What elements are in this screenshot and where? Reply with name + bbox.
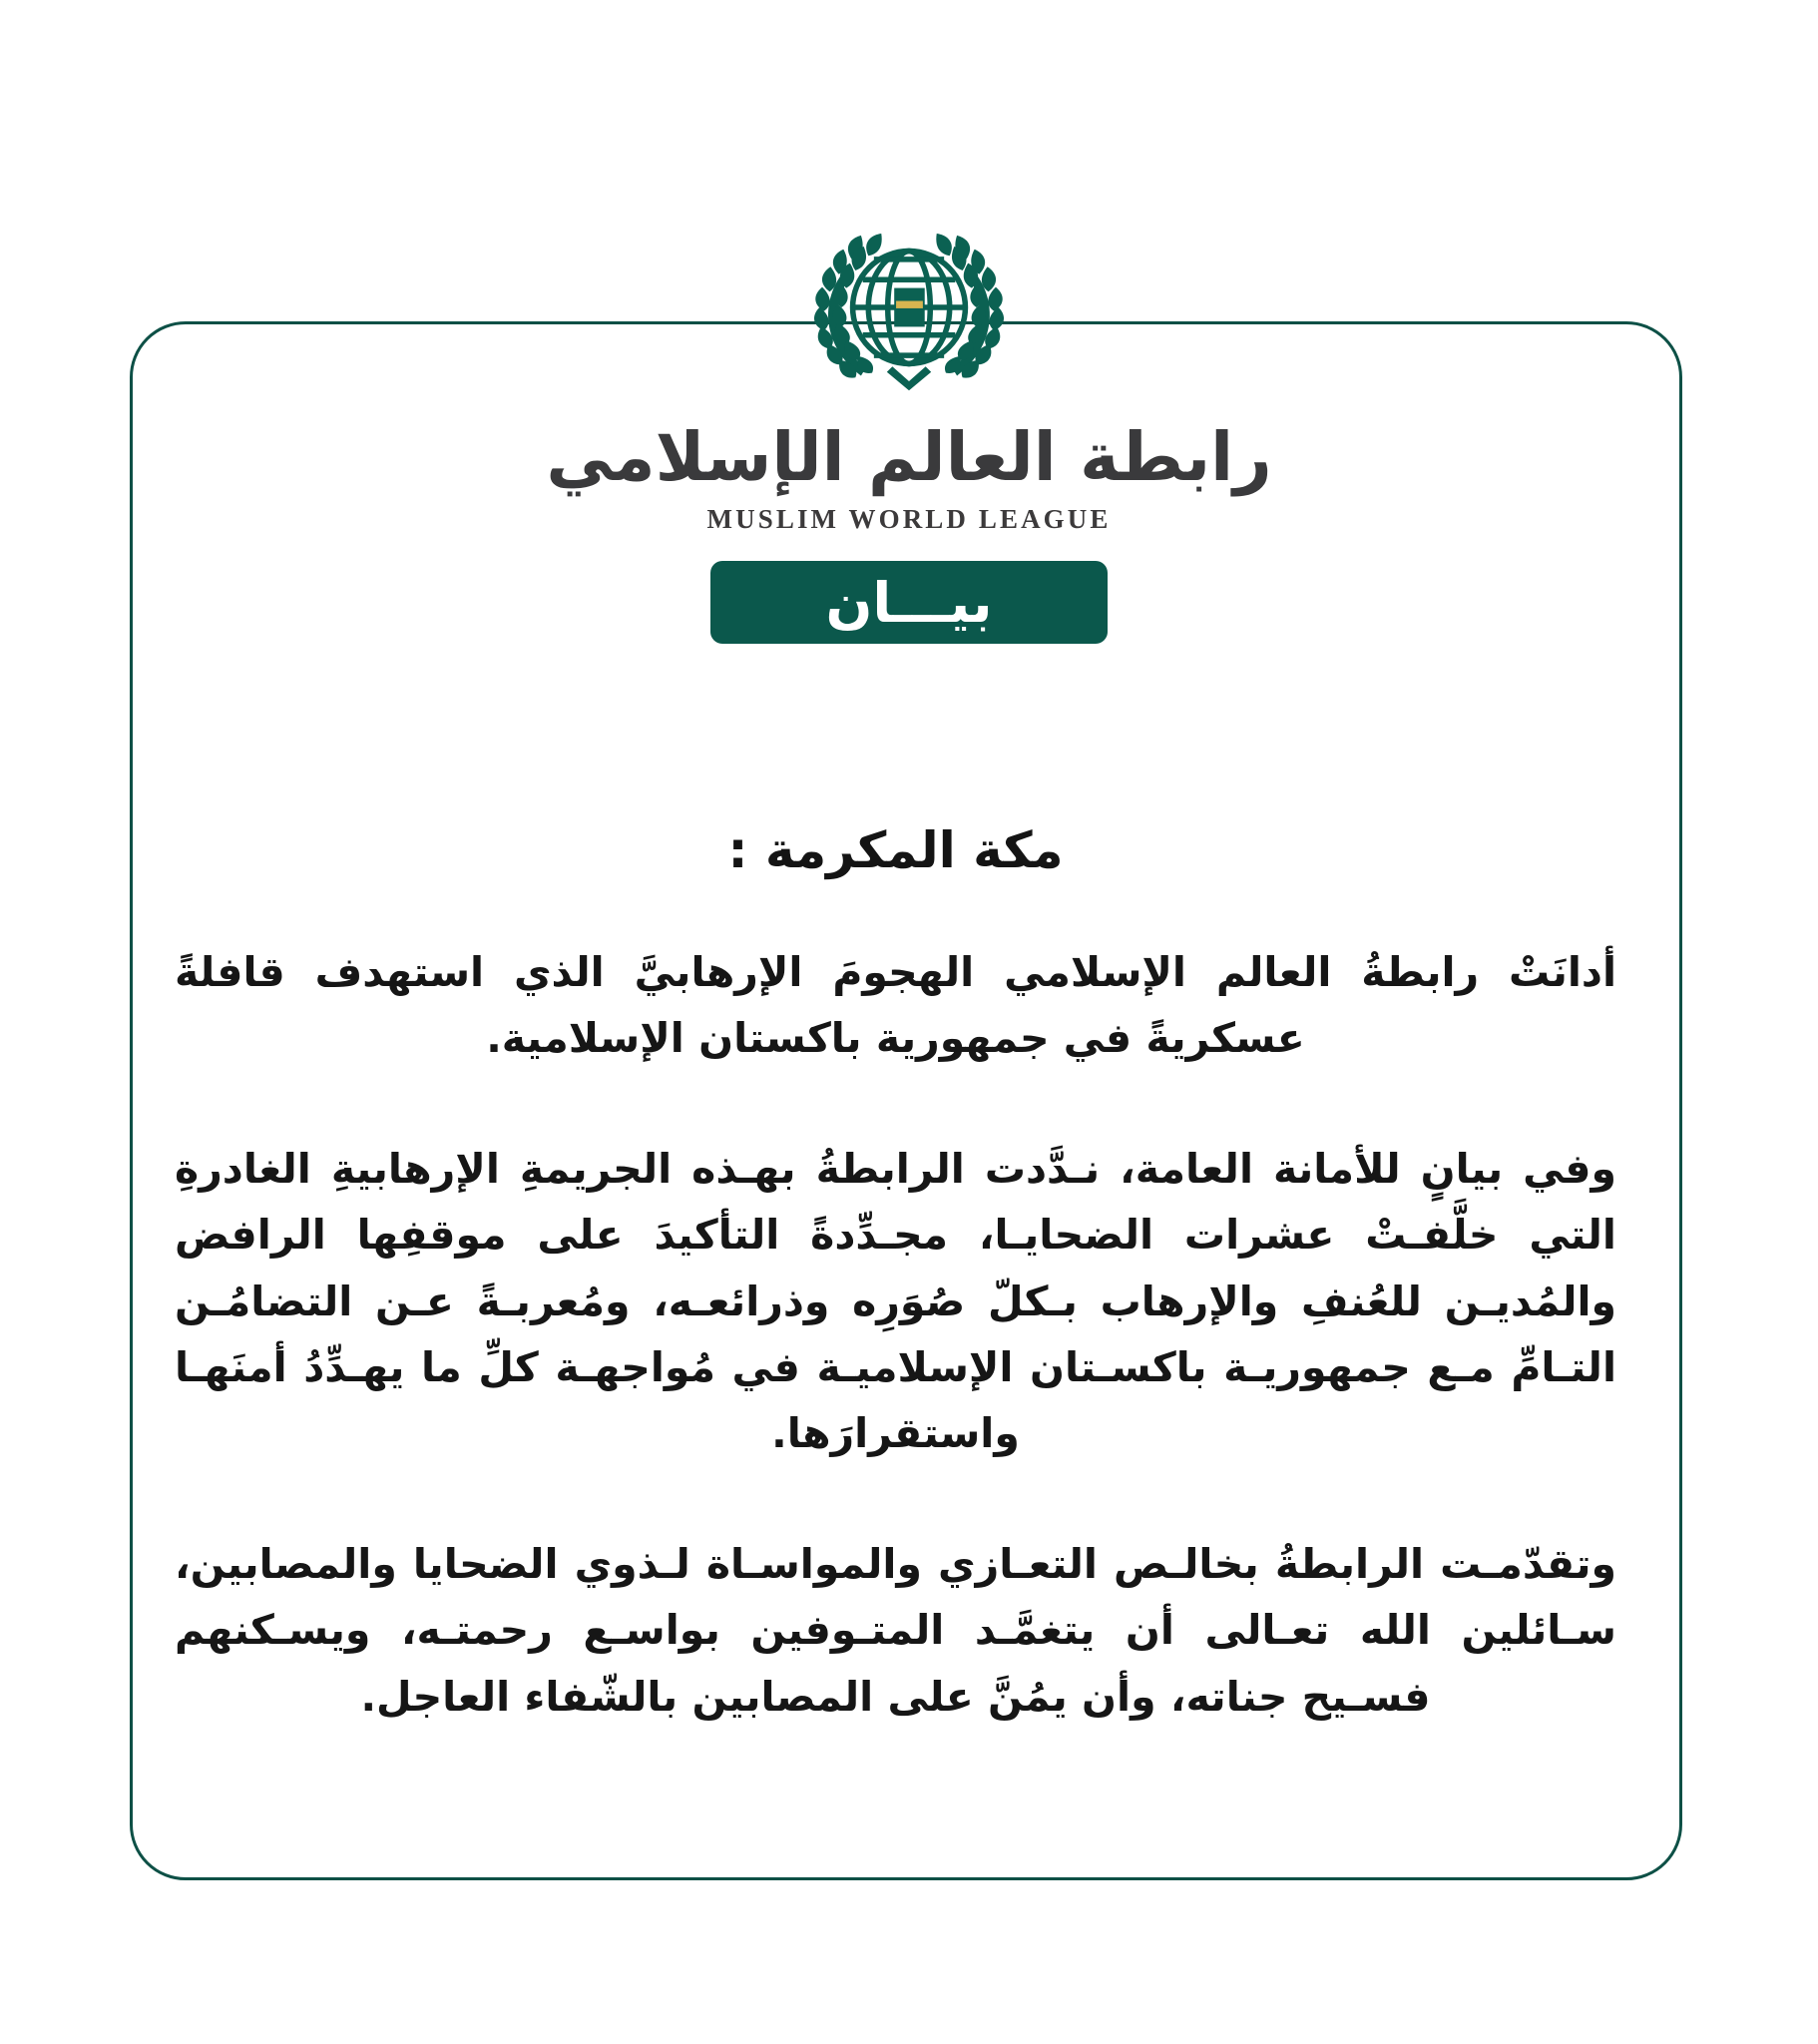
statement-body	[175, 818, 1616, 1730]
wordmark-arabic: رابطة العالم الإسلامي	[546, 418, 1272, 496]
statement-badge	[710, 561, 1108, 644]
statement-paragraph-1: أدانَتْ رابطةُ العالم الإسلامي الهجومَ الإرهابيَّ الذي استهدف قافلةً عسكريةً في جمهورية باكستان الإسلامية.	[175, 948, 1616, 1063]
brand-header	[0, 215, 1818, 644]
statement-badge-label: بيـــان	[825, 570, 993, 635]
statement-paragraph-2: وفي بيانٍ للأمانة العامة، نـدَّدت الرابطةُ بهـذه الجريمةِ الإرهابيةِ الغادرةِ التي خلَّفـتْ عشرات الضحايـا، مجـدِّدةً التأكيدَ على موقفِها الرافض والمُديـن للعُنفِ والإرهاب بـكلّ صُوَرِه وذرائعـه، ومُعربـةً عـن التضامُـن التـامِّ مـع جمهوريـة باكسـتان الإسلاميـة في مُواجهـة كلِّ ما يهـدِّدُ أمنَهـا واستقرارَها.	[175, 1144, 1616, 1458]
globe-laurel-wreath-emblem	[798, 215, 1020, 400]
dateline-place: مكة المكرمة :	[727, 821, 1064, 879]
wordmark-english: MUSLIM WORLD LEAGUE	[706, 504, 1112, 535]
statement-paragraph-3: وتقدّمـت الرابطةُ بخالـص التعـازي والمواسـاة لـذوي الضحايا والمصابين، سـائلين الله تعـالى أن يتغمَّـد المتـوفين بواسـع رحمتـه، ويسـكنهم فسـيح جناته، وأن يمُنَّ على المصابين بالشّفاء العاجل.	[175, 1539, 1616, 1721]
kaaba-icon	[894, 288, 925, 327]
